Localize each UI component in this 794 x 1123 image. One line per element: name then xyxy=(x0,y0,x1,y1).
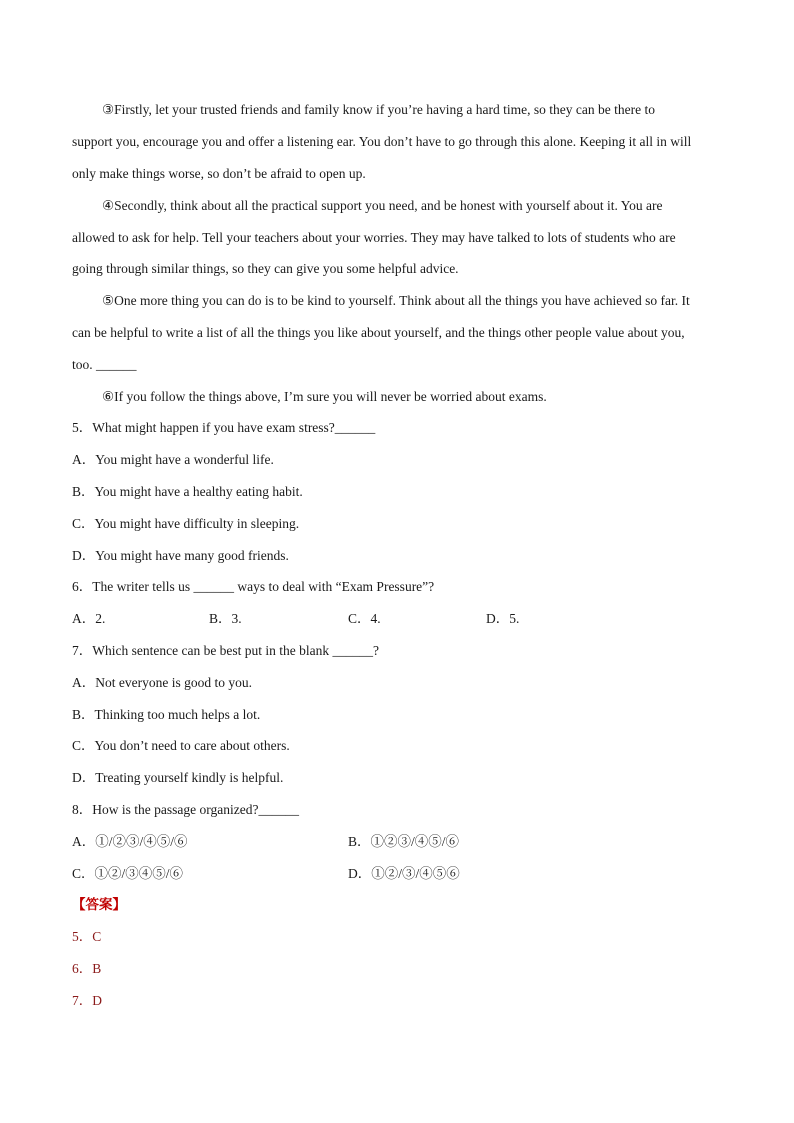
answer-7: 7．D xyxy=(72,993,102,1008)
question-6-option-b: B．3. xyxy=(209,611,242,626)
answer-6: 6．B xyxy=(72,961,102,976)
question-5-option-b: B．You might have a healthy eating habit. xyxy=(72,484,303,499)
paragraph-6-line-1: ⑥If you follow the things above, I’m sure you will never be worried about exams. xyxy=(102,389,547,404)
question-8-option-d: D．①②/③/④⑤⑥ xyxy=(348,866,460,881)
paragraph-3-line-3: only make things worse, so don’t be afraid to open up. xyxy=(72,166,366,181)
question-8-option-a: A．①/②③/④⑤/⑥ xyxy=(72,834,188,849)
question-7-option-d: D．Treating yourself kindly is helpful. xyxy=(72,770,284,785)
question-7-option-b: B．Thinking too much helps a lot. xyxy=(72,707,261,722)
paragraph-3-line-1: ③Firstly, let your trusted friends and family know if you’re having a hard time, so they can be there to xyxy=(102,102,655,117)
question-6-option-a: A．2. xyxy=(72,611,106,626)
question-6-stem: 6．The writer tells us ______ ways to deal with “Exam Pressure”? xyxy=(72,579,435,594)
paragraph-3-line-2: support you, encourage you and offer a listening ear. You don’t have to go through this alone. Keeping it all in will xyxy=(72,134,692,149)
question-5-option-a: A．You might have a wonderful life. xyxy=(72,452,274,467)
question-7-option-a: A．Not everyone is good to you. xyxy=(72,675,252,690)
question-5-option-c: C．You might have difficulty in sleeping. xyxy=(72,516,300,531)
question-6-option-d: D．5. xyxy=(486,611,520,626)
paragraph-4-line-2: allowed to ask for help. Tell your teachers about your worries. They may have talked to lots of students who are xyxy=(72,230,676,245)
paragraph-5-line-2: can be helpful to write a list of all the things you like about yourself, and the things other people value about you, xyxy=(72,325,685,340)
paragraph-4-line-1: ④Secondly, think about all the practical support you need, and be honest with yourself about it. You are xyxy=(102,198,663,213)
question-7-stem: 7．Which sentence can be best put in the blank ______? xyxy=(72,643,380,658)
paragraph-5-line-3: too. ______ xyxy=(72,357,137,372)
answer-5: 5．C xyxy=(72,929,102,944)
paragraph-5-line-1: ⑤One more thing you can do is to be kind to yourself. Think about all the things you have achieved so far. It xyxy=(102,293,690,308)
question-7-option-c: C．You don’t need to care about others. xyxy=(72,738,290,753)
question-6-option-c: C．4. xyxy=(348,611,381,626)
question-5-option-d: D．You might have many good friends. xyxy=(72,548,289,563)
answer-heading: 【答案】 xyxy=(72,897,126,912)
question-8-option-c: C．①②/③④⑤/⑥ xyxy=(72,866,184,881)
question-5-stem: 5．What might happen if you have exam stress?______ xyxy=(72,420,376,435)
question-8-option-b: B．①②③/④⑤/⑥ xyxy=(348,834,460,849)
paragraph-4-line-3: going through similar things, so they can give you some helpful advice. xyxy=(72,261,459,276)
question-8-stem: 8．How is the passage organized?______ xyxy=(72,802,299,817)
